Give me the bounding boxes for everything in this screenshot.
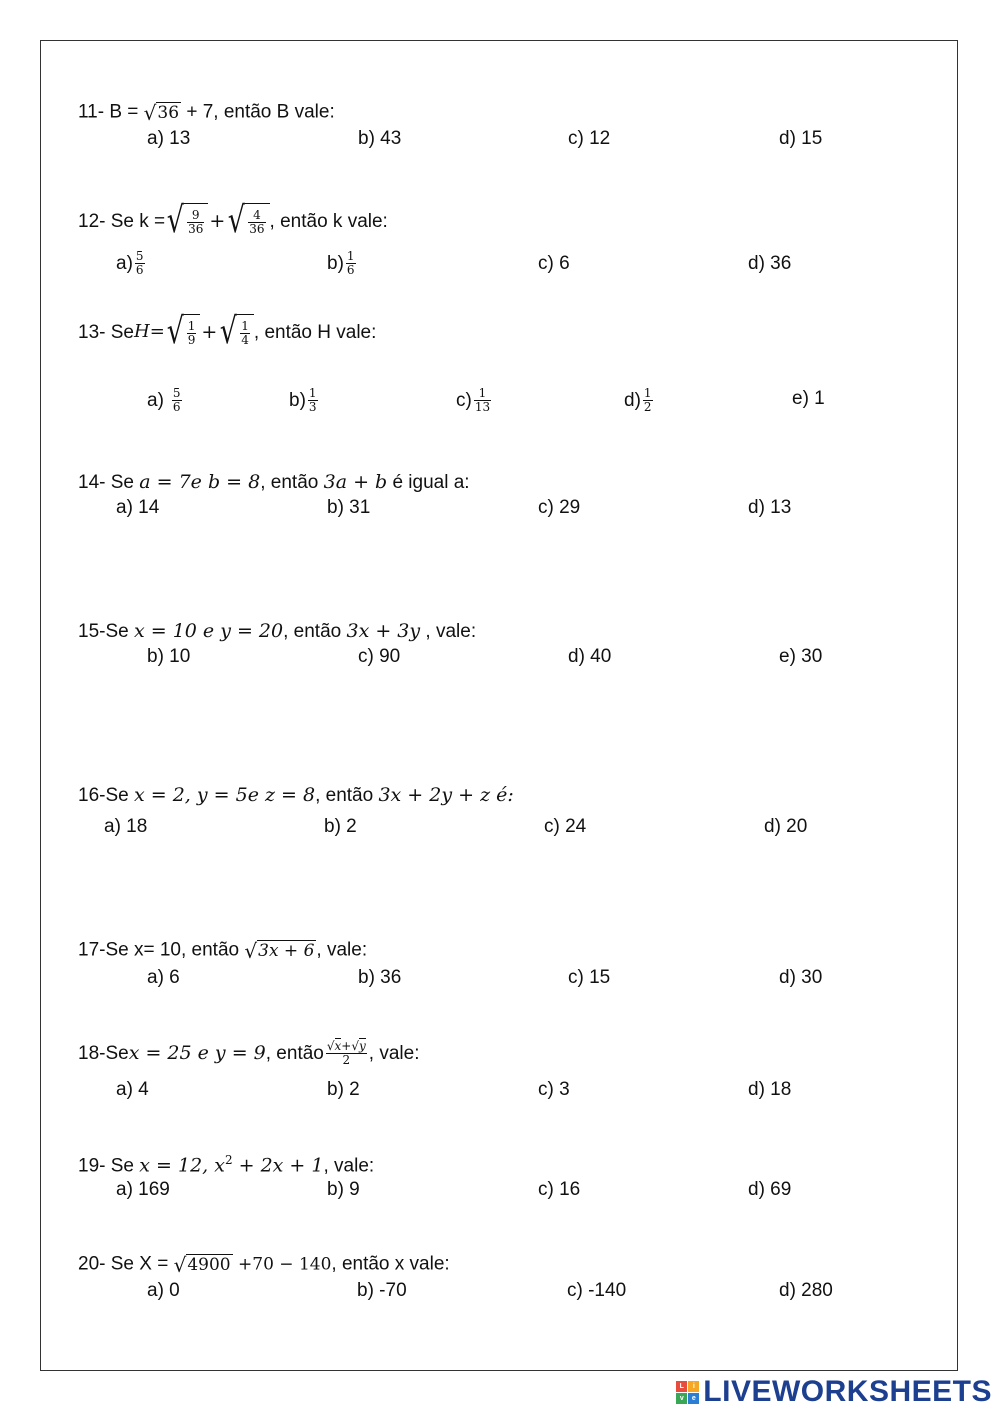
radicand: 3x + 6 <box>258 941 315 961</box>
q20-option-d[interactable]: d) 280 <box>779 1280 833 1301</box>
q12-option-c[interactable]: c) 6 <box>538 253 570 274</box>
q11-option-c[interactable]: c) 12 <box>568 128 611 149</box>
q14-option-d[interactable]: d) 13 <box>748 497 792 518</box>
question-20-stem: 20- Se X = √ 4900 +70 − 140, então x vale: <box>78 1252 450 1277</box>
radicand: 36 <box>157 103 180 123</box>
q16-option-a[interactable]: a) 18 <box>104 816 148 837</box>
q15-option-d[interactable]: d) 40 <box>568 646 612 667</box>
q19-option-a[interactable]: a) 169 <box>116 1179 170 1200</box>
question-13-stem: 13- Se H = √ $\frac{1}{9}$ + √ $\frac{1}{4}$ , então H vale: <box>78 311 377 352</box>
question-15-stem: 15-Se x = 10 e y = 20, então 3x + 3y , vale: <box>78 620 477 642</box>
radicand: 4900 <box>187 1255 231 1275</box>
q11-option-a[interactable]: a) 13 <box>147 128 191 149</box>
q18-option-b[interactable]: b) 2 <box>327 1079 360 1100</box>
question-12-stem: 12- Se k = √ $\frac{9}{36}$ + √ $\frac{4}{36}$ , então k vale: <box>78 200 388 241</box>
q13-option-c[interactable]: c) $\frac{1}{13}$ <box>456 386 491 414</box>
q18-option-c[interactable]: c) 3 <box>538 1079 570 1100</box>
question-18-stem: 18-Se x = 25 e y = 9 , então $\frac{√x+√y}{2}$ , vale: <box>78 1039 420 1067</box>
q16-option-b[interactable]: b) 2 <box>324 816 357 837</box>
q13-option-d[interactable]: d) $\frac{1}{2}$ <box>624 386 652 414</box>
q18-option-d[interactable]: d) 18 <box>748 1079 792 1100</box>
liveworksheets-mark-icon: L i v e <box>676 1381 699 1404</box>
brand-text: LIVEWORKSHEETS <box>703 1375 992 1408</box>
q16-option-d[interactable]: d) 20 <box>764 816 808 837</box>
q20-option-b[interactable]: b) -70 <box>357 1280 407 1301</box>
q11-option-d[interactable]: d) 15 <box>779 128 823 149</box>
q17-option-a[interactable]: a) 6 <box>147 967 180 988</box>
q18-option-a[interactable]: a) 4 <box>116 1079 149 1100</box>
q12-option-d[interactable]: d) 36 <box>748 253 792 274</box>
q14-option-b[interactable]: b) 31 <box>327 497 371 518</box>
q20-option-c[interactable]: c) -140 <box>567 1280 627 1301</box>
liveworksheets-logo <box>676 1375 992 1409</box>
q19-option-b[interactable]: b) 9 <box>327 1179 360 1200</box>
q19-option-c[interactable]: c) 16 <box>538 1179 581 1200</box>
q11-option-b[interactable]: b) 43 <box>358 128 402 149</box>
q16-option-c[interactable]: c) 24 <box>544 816 587 837</box>
q13-option-a[interactable]: a) $\frac{5}{6}$ <box>147 386 181 414</box>
question-11-stem: 11- B = √ 36 + 7, então B vale: <box>78 100 335 125</box>
q14-option-c[interactable]: c) 29 <box>538 497 581 518</box>
q17-option-d[interactable]: d) 30 <box>779 967 823 988</box>
q19-option-d[interactable]: d) 69 <box>748 1179 792 1200</box>
q17-option-c[interactable]: c) 15 <box>568 967 611 988</box>
q12-option-a[interactable]: a) $\frac{5}{6}$ <box>116 249 144 277</box>
q14-option-a[interactable]: a) 14 <box>116 497 160 518</box>
question-14-stem: 14- Se a = 7e b = 8, então 3a + b é igual a: <box>78 471 470 493</box>
q17-option-b[interactable]: b) 36 <box>358 967 402 988</box>
question-17-stem: 17-Se x= 10, então √ 3x + 6 , vale: <box>78 938 368 963</box>
q12-option-b[interactable]: b) $\frac{1}{6}$ <box>327 249 355 277</box>
question-19-stem: 19- Se x = 12, $x^2 + 2x + 1$, vale: <box>78 1153 375 1177</box>
q15-option-c[interactable]: c) 90 <box>358 646 401 667</box>
q15-option-b[interactable]: b) 10 <box>147 646 191 667</box>
question-16-stem: 16-Se x = 2, y = 5e z = 8, então 3x + 2y + z é: <box>78 784 514 806</box>
q13-option-b[interactable]: b) $\frac{1}{3}$ <box>289 386 317 414</box>
q20-option-a[interactable]: a) 0 <box>147 1280 180 1301</box>
q13-option-e[interactable]: e) 1 <box>792 388 825 409</box>
q15-option-e[interactable]: e) 30 <box>779 646 823 667</box>
